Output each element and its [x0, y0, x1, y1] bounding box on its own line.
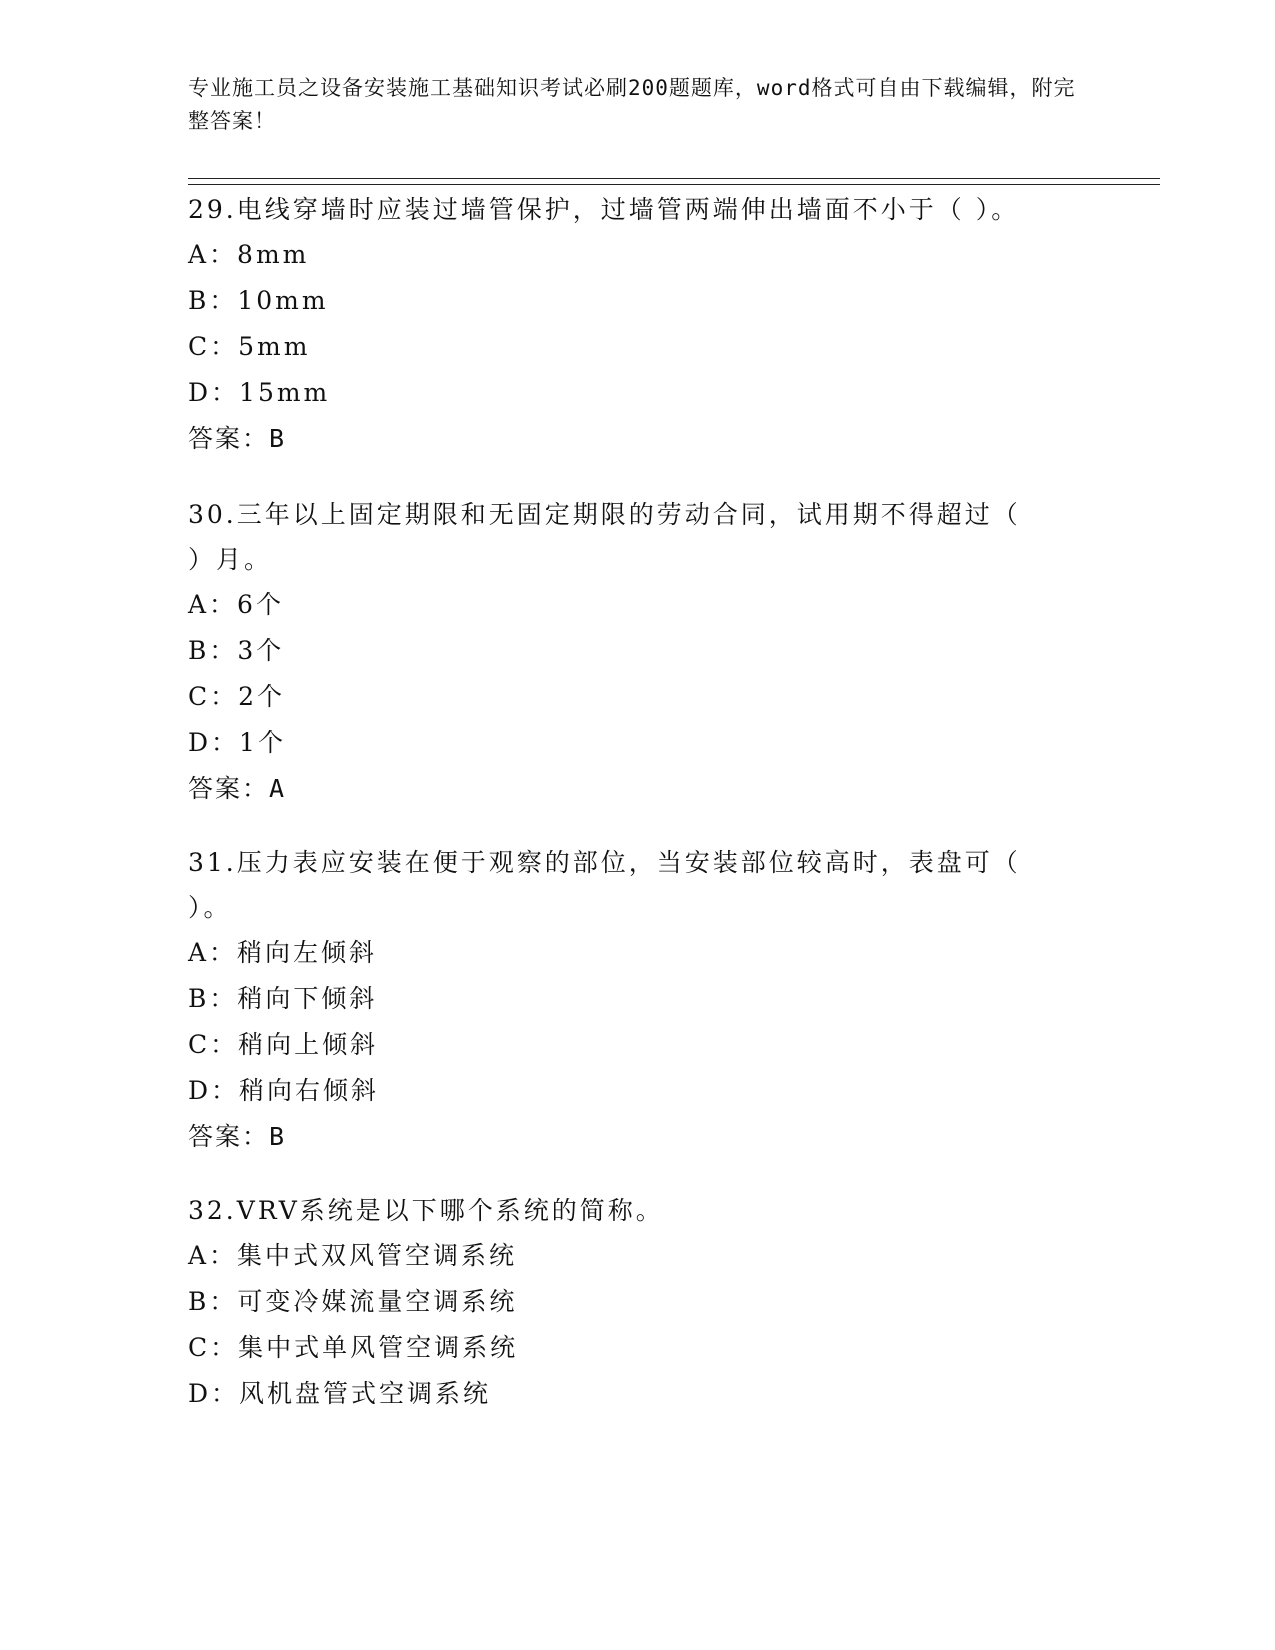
option-c: C：5mm: [188, 332, 311, 361]
question-stem: 29.电线穿墙时应装过墙管保护，过墙管两端伸出墙面不小于（ ）。: [188, 195, 1020, 224]
answer-value: B: [269, 1122, 286, 1151]
answer-value: A: [269, 774, 286, 803]
option-c: C：集中式单风管空调系统: [188, 1333, 519, 1362]
option-b: B：可变冷媒流量空调系统: [188, 1287, 518, 1316]
option-b: B：稍向下倾斜: [188, 984, 378, 1013]
header-divider-top: [188, 178, 1160, 179]
option-d: D：15mm: [188, 378, 331, 407]
answer-value: B: [269, 424, 286, 453]
answer-line: [188, 416, 1088, 462]
question-32: [188, 1188, 1088, 1417]
answer-label: 答案：: [188, 1122, 270, 1151]
option-a: A：稍向左倾斜: [188, 938, 378, 967]
answer-label: 答案：: [188, 774, 270, 803]
option-d: D：稍向右倾斜: [188, 1076, 380, 1105]
option-d: D：1个: [188, 728, 286, 757]
question-stem: 32.VRV系统是以下哪个系统的简称。: [188, 1196, 664, 1225]
option-a: A：集中式双风管空调系统: [188, 1241, 518, 1270]
answer-label: 答案：: [188, 424, 270, 453]
answer-line: [188, 766, 1088, 812]
option-a: A：6个: [188, 590, 284, 619]
header-divider-bottom: [188, 184, 1160, 185]
option-c: C：稍向上倾斜: [188, 1030, 379, 1059]
question-31: [188, 840, 1088, 1160]
option-b: B：3个: [188, 636, 285, 665]
option-c: C：2个: [188, 682, 286, 711]
answer-line: [188, 1114, 1088, 1160]
option-a: A：8mm: [188, 240, 310, 269]
option-b: B：10mm: [188, 286, 329, 315]
question-29: [188, 187, 1088, 462]
question-stem: 30.三年以上固定期限和无固定期限的劳动合同，试用期不得超过（ ）月。: [188, 500, 1021, 574]
document-title: 专业施工员之设备安装施工基础知识考试必刷200题题库，word格式可自由下载编辑，附完整答案！: [188, 76, 1076, 133]
question-stem: 31.压力表应安装在便于观察的部位，当安装部位较高时，表盘可（ ）。: [188, 848, 1021, 922]
question-30: [188, 492, 1088, 812]
option-d: D：风机盘管式空调系统: [188, 1379, 492, 1408]
